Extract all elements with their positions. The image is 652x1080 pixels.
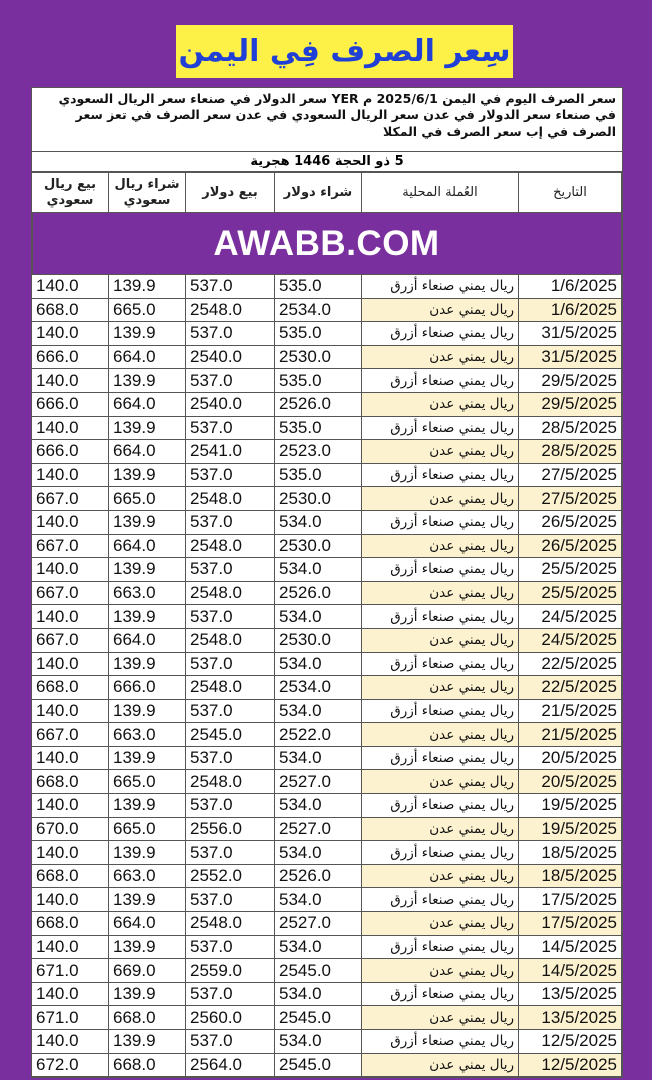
- cell-currency: ريال يمني عدن: [362, 534, 519, 558]
- table-row: [32, 275, 622, 299]
- cell-date: 20/5/2025: [519, 770, 622, 794]
- cell-buy-usd: 2545.0: [275, 1053, 362, 1077]
- cell-date: 26/5/2025: [519, 534, 622, 558]
- cell-buy-sar: 663.0: [109, 723, 186, 747]
- cell-buy-usd: 534.0: [275, 510, 362, 534]
- cell-buy-sar: 665.0: [109, 298, 186, 322]
- cell-sell-sar: 140.0: [32, 558, 109, 582]
- cell-buy-usd: 534.0: [275, 1030, 362, 1054]
- cell-buy-usd: 535.0: [275, 369, 362, 393]
- cell-currency: ريال يمني عدن: [362, 912, 519, 936]
- cell-buy-sar: 139.9: [109, 699, 186, 723]
- cell-buy-sar: 664.0: [109, 392, 186, 416]
- table-row: [32, 1053, 622, 1077]
- header-sell-sar: بيع ريال سعودي: [32, 173, 109, 213]
- cell-currency: ريال يمني عدن: [362, 959, 519, 983]
- cell-buy-usd: 2522.0: [275, 723, 362, 747]
- cell-date: 31/5/2025: [519, 345, 622, 369]
- cell-sell-usd: 537.0: [186, 746, 275, 770]
- cell-buy-sar: 666.0: [109, 676, 186, 700]
- cell-buy-usd: 2527.0: [275, 817, 362, 841]
- cell-buy-sar: 663.0: [109, 864, 186, 888]
- cell-sell-sar: 140.0: [32, 369, 109, 393]
- cell-currency: ريال يمني عدن: [362, 676, 519, 700]
- cell-sell-sar: 140.0: [32, 322, 109, 346]
- cell-currency: ريال يمني صنعاء أزرق: [362, 558, 519, 582]
- table-header-row: [32, 173, 622, 213]
- cell-date: 1/6/2025: [519, 298, 622, 322]
- cell-sell-usd: 537.0: [186, 605, 275, 629]
- table-row: [32, 1006, 622, 1030]
- cell-currency: ريال يمني صنعاء أزرق: [362, 605, 519, 629]
- cell-currency: ريال يمني عدن: [362, 864, 519, 888]
- cell-currency: ريال يمني صنعاء أزرق: [362, 841, 519, 865]
- intro-text: سعر الصرف اليوم في اليمن 2025/6/1 م YER سعر الدولار في صنعاء سعر الريال السعودي في صنعاء سعر الدولار في عدن سعر الريال السعودي في عدن سعر الصرف في تعز سعر الصرف في إب سعر الصرف في المكلا: [32, 88, 622, 152]
- cell-buy-usd: 534.0: [275, 652, 362, 676]
- table-row: [32, 534, 622, 558]
- cell-sell-usd: 537.0: [186, 416, 275, 440]
- table-row: [32, 746, 622, 770]
- cell-date: 14/5/2025: [519, 935, 622, 959]
- cell-sell-sar: 140.0: [32, 605, 109, 629]
- cell-currency: ريال يمني عدن: [362, 298, 519, 322]
- cell-date: 12/5/2025: [519, 1053, 622, 1077]
- cell-sell-sar: 667.0: [32, 534, 109, 558]
- cell-date: 26/5/2025: [519, 510, 622, 534]
- cell-currency: ريال يمني عدن: [362, 1053, 519, 1077]
- cell-buy-usd: 534.0: [275, 841, 362, 865]
- hijri-date: 5 ذو الحجة 1446 هجرية: [32, 152, 622, 172]
- cell-sell-sar: 140.0: [32, 510, 109, 534]
- cell-buy-sar: 669.0: [109, 959, 186, 983]
- cell-buy-usd: 534.0: [275, 746, 362, 770]
- cell-sell-sar: 140.0: [32, 652, 109, 676]
- table-row: [32, 912, 622, 936]
- cell-date: 28/5/2025: [519, 440, 622, 464]
- cell-buy-usd: 2530.0: [275, 345, 362, 369]
- cell-buy-sar: 139.9: [109, 746, 186, 770]
- table-row: [32, 676, 622, 700]
- cell-buy-sar: 664.0: [109, 912, 186, 936]
- cell-buy-sar: 139.9: [109, 275, 186, 299]
- cell-date: 21/5/2025: [519, 699, 622, 723]
- cell-buy-usd: 2527.0: [275, 912, 362, 936]
- cell-buy-sar: 139.9: [109, 369, 186, 393]
- cell-currency: ريال يمني عدن: [362, 817, 519, 841]
- cell-sell-usd: 537.0: [186, 275, 275, 299]
- cell-buy-usd: 2534.0: [275, 676, 362, 700]
- cell-buy-usd: 2545.0: [275, 959, 362, 983]
- cell-sell-usd: 537.0: [186, 510, 275, 534]
- cell-buy-usd: 2526.0: [275, 581, 362, 605]
- page-title-banner: [176, 25, 513, 78]
- cell-sell-usd: 2564.0: [186, 1053, 275, 1077]
- cell-sell-sar: 140.0: [32, 463, 109, 487]
- cell-date: 12/5/2025: [519, 1030, 622, 1054]
- rates-table: [31, 172, 622, 1077]
- table-row: [32, 628, 622, 652]
- table-row: [32, 652, 622, 676]
- cell-buy-sar: 664.0: [109, 628, 186, 652]
- cell-currency: ريال يمني صنعاء أزرق: [362, 463, 519, 487]
- cell-currency: ريال يمني عدن: [362, 392, 519, 416]
- cell-buy-usd: 2530.0: [275, 534, 362, 558]
- cell-buy-sar: 668.0: [109, 1053, 186, 1077]
- cell-sell-usd: 537.0: [186, 369, 275, 393]
- table-row: [32, 463, 622, 487]
- cell-sell-usd: 2541.0: [186, 440, 275, 464]
- cell-currency: ريال يمني صنعاء أزرق: [362, 322, 519, 346]
- cell-sell-sar: 140.0: [32, 935, 109, 959]
- cell-buy-usd: 2523.0: [275, 440, 362, 464]
- site-banner: [32, 213, 622, 274]
- header-buy-usd: شراء دولار: [275, 173, 362, 213]
- cell-date: 29/5/2025: [519, 369, 622, 393]
- cell-sell-usd: 2540.0: [186, 345, 275, 369]
- cell-buy-usd: 534.0: [275, 558, 362, 582]
- cell-buy-usd: 535.0: [275, 463, 362, 487]
- cell-buy-usd: 534.0: [275, 982, 362, 1006]
- table-row: [32, 581, 622, 605]
- cell-sell-usd: 537.0: [186, 794, 275, 818]
- cell-sell-usd: 2560.0: [186, 1006, 275, 1030]
- table-row: [32, 794, 622, 818]
- cell-sell-usd: 537.0: [186, 558, 275, 582]
- cell-sell-usd: 2548.0: [186, 770, 275, 794]
- cell-date: 17/5/2025: [519, 888, 622, 912]
- cell-date: 27/5/2025: [519, 487, 622, 511]
- cell-sell-sar: 668.0: [32, 770, 109, 794]
- cell-buy-usd: 2545.0: [275, 1006, 362, 1030]
- cell-date: 18/5/2025: [519, 864, 622, 888]
- cell-buy-usd: 2527.0: [275, 770, 362, 794]
- cell-currency: ريال يمني عدن: [362, 581, 519, 605]
- cell-buy-sar: 139.9: [109, 841, 186, 865]
- table-row: [32, 841, 622, 865]
- rates-sheet: [31, 87, 623, 1078]
- cell-buy-usd: 535.0: [275, 275, 362, 299]
- cell-buy-sar: 139.9: [109, 322, 186, 346]
- cell-sell-usd: 537.0: [186, 322, 275, 346]
- cell-date: 24/5/2025: [519, 605, 622, 629]
- cell-currency: ريال يمني صنعاء أزرق: [362, 510, 519, 534]
- cell-sell-usd: 2548.0: [186, 534, 275, 558]
- cell-currency: ريال يمني عدن: [362, 628, 519, 652]
- cell-sell-usd: 2548.0: [186, 628, 275, 652]
- cell-buy-usd: 535.0: [275, 416, 362, 440]
- cell-sell-usd: 2540.0: [186, 392, 275, 416]
- cell-sell-usd: 2548.0: [186, 581, 275, 605]
- cell-sell-sar: 667.0: [32, 581, 109, 605]
- cell-buy-usd: 2530.0: [275, 487, 362, 511]
- cell-sell-sar: 140.0: [32, 746, 109, 770]
- cell-sell-sar: 666.0: [32, 392, 109, 416]
- cell-sell-sar: 667.0: [32, 723, 109, 747]
- cell-date: 22/5/2025: [519, 652, 622, 676]
- cell-sell-sar: 140.0: [32, 841, 109, 865]
- cell-currency: ريال يمني صنعاء أزرق: [362, 794, 519, 818]
- table-row: [32, 817, 622, 841]
- cell-currency: ريال يمني صنعاء أزرق: [362, 1030, 519, 1054]
- page-title: سِعر الصرف فِي اليمن: [178, 34, 511, 69]
- cell-sell-sar: 670.0: [32, 817, 109, 841]
- cell-buy-sar: 139.9: [109, 463, 186, 487]
- cell-date: 22/5/2025: [519, 676, 622, 700]
- cell-date: 19/5/2025: [519, 817, 622, 841]
- cell-buy-sar: 139.9: [109, 652, 186, 676]
- cell-currency: ريال يمني صنعاء أزرق: [362, 935, 519, 959]
- cell-date: 17/5/2025: [519, 912, 622, 936]
- table-row: [32, 723, 622, 747]
- cell-buy-sar: 139.9: [109, 935, 186, 959]
- cell-sell-usd: 537.0: [186, 888, 275, 912]
- cell-sell-usd: 537.0: [186, 841, 275, 865]
- cell-currency: ريال يمني عدن: [362, 440, 519, 464]
- cell-date: 20/5/2025: [519, 746, 622, 770]
- cell-date: 19/5/2025: [519, 794, 622, 818]
- cell-currency: ريال يمني عدن: [362, 1006, 519, 1030]
- cell-sell-usd: 2548.0: [186, 912, 275, 936]
- cell-sell-sar: 140.0: [32, 699, 109, 723]
- cell-currency: ريال يمني صنعاء أزرق: [362, 416, 519, 440]
- cell-date: 25/5/2025: [519, 558, 622, 582]
- cell-currency: ريال يمني عدن: [362, 345, 519, 369]
- cell-sell-usd: 537.0: [186, 935, 275, 959]
- cell-sell-usd: 537.0: [186, 463, 275, 487]
- cell-date: 13/5/2025: [519, 982, 622, 1006]
- table-row: [32, 1030, 622, 1054]
- cell-buy-sar: 664.0: [109, 534, 186, 558]
- table-row: [32, 558, 622, 582]
- table-row: [32, 392, 622, 416]
- cell-buy-usd: 535.0: [275, 322, 362, 346]
- cell-sell-sar: 140.0: [32, 1030, 109, 1054]
- cell-buy-usd: 534.0: [275, 794, 362, 818]
- cell-buy-sar: 665.0: [109, 487, 186, 511]
- cell-buy-sar: 139.9: [109, 558, 186, 582]
- cell-sell-sar: 672.0: [32, 1053, 109, 1077]
- cell-sell-sar: 668.0: [32, 912, 109, 936]
- site-banner-text: AWABB.COM: [213, 223, 440, 263]
- table-row: [32, 935, 622, 959]
- cell-currency: ريال يمني صنعاء أزرق: [362, 699, 519, 723]
- cell-sell-sar: 140.0: [32, 982, 109, 1006]
- cell-date: 25/5/2025: [519, 581, 622, 605]
- cell-sell-sar: 666.0: [32, 345, 109, 369]
- cell-buy-usd: 534.0: [275, 605, 362, 629]
- cell-sell-sar: 667.0: [32, 487, 109, 511]
- cell-buy-usd: 534.0: [275, 888, 362, 912]
- cell-sell-usd: 537.0: [186, 982, 275, 1006]
- table-row: [32, 440, 622, 464]
- cell-sell-usd: 2545.0: [186, 723, 275, 747]
- cell-currency: ريال يمني صنعاء أزرق: [362, 746, 519, 770]
- cell-buy-sar: 139.9: [109, 888, 186, 912]
- cell-buy-sar: 665.0: [109, 817, 186, 841]
- header-buy-sar: شراء ريال سعودي: [109, 173, 186, 213]
- cell-sell-usd: 2548.0: [186, 487, 275, 511]
- cell-sell-sar: 668.0: [32, 676, 109, 700]
- table-row: [32, 369, 622, 393]
- cell-buy-sar: 665.0: [109, 770, 186, 794]
- cell-sell-sar: 667.0: [32, 628, 109, 652]
- cell-sell-sar: 140.0: [32, 888, 109, 912]
- cell-date: 27/5/2025: [519, 463, 622, 487]
- cell-buy-sar: 139.9: [109, 1030, 186, 1054]
- table-row: [32, 322, 622, 346]
- cell-currency: ريال يمني صنعاء أزرق: [362, 652, 519, 676]
- cell-sell-sar: 671.0: [32, 959, 109, 983]
- header-sell-usd: بيع دولار: [186, 173, 275, 213]
- cell-buy-sar: 663.0: [109, 581, 186, 605]
- cell-sell-sar: 671.0: [32, 1006, 109, 1030]
- cell-buy-usd: 534.0: [275, 699, 362, 723]
- cell-date: 13/5/2025: [519, 1006, 622, 1030]
- cell-currency: ريال يمني عدن: [362, 487, 519, 511]
- cell-date: 31/5/2025: [519, 322, 622, 346]
- cell-buy-sar: 139.9: [109, 982, 186, 1006]
- table-row: [32, 416, 622, 440]
- cell-sell-usd: 2559.0: [186, 959, 275, 983]
- table-row: [32, 510, 622, 534]
- cell-buy-sar: 139.9: [109, 510, 186, 534]
- cell-buy-usd: 2530.0: [275, 628, 362, 652]
- table-row: [32, 864, 622, 888]
- cell-sell-sar: 668.0: [32, 864, 109, 888]
- cell-buy-sar: 139.9: [109, 794, 186, 818]
- cell-sell-usd: 2548.0: [186, 676, 275, 700]
- cell-sell-usd: 2548.0: [186, 298, 275, 322]
- cell-sell-sar: 140.0: [32, 275, 109, 299]
- cell-sell-sar: 140.0: [32, 794, 109, 818]
- cell-buy-usd: 2526.0: [275, 392, 362, 416]
- cell-sell-sar: 668.0: [32, 298, 109, 322]
- table-row: [32, 982, 622, 1006]
- cell-sell-usd: 537.0: [186, 1030, 275, 1054]
- cell-date: 14/5/2025: [519, 959, 622, 983]
- cell-buy-sar: 139.9: [109, 416, 186, 440]
- header-date: التاريخ: [519, 173, 622, 213]
- cell-sell-usd: 2552.0: [186, 864, 275, 888]
- cell-date: 1/6/2025: [519, 275, 622, 299]
- cell-sell-usd: 537.0: [186, 652, 275, 676]
- cell-currency: ريال يمني صنعاء أزرق: [362, 982, 519, 1006]
- cell-date: 18/5/2025: [519, 841, 622, 865]
- cell-buy-sar: 668.0: [109, 1006, 186, 1030]
- rates-table-body: [32, 275, 622, 1077]
- cell-currency: ريال يمني صنعاء أزرق: [362, 275, 519, 299]
- cell-buy-sar: 139.9: [109, 605, 186, 629]
- cell-currency: ريال يمني صنعاء أزرق: [362, 888, 519, 912]
- table-row: [32, 770, 622, 794]
- cell-buy-usd: 2526.0: [275, 864, 362, 888]
- cell-buy-sar: 664.0: [109, 345, 186, 369]
- cell-currency: ريال يمني عدن: [362, 770, 519, 794]
- cell-buy-usd: 534.0: [275, 935, 362, 959]
- cell-date: 29/5/2025: [519, 392, 622, 416]
- table-row: [32, 605, 622, 629]
- cell-sell-usd: 537.0: [186, 699, 275, 723]
- cell-buy-usd: 2534.0: [275, 298, 362, 322]
- cell-sell-usd: 2556.0: [186, 817, 275, 841]
- cell-date: 24/5/2025: [519, 628, 622, 652]
- cell-currency: ريال يمني عدن: [362, 723, 519, 747]
- table-row: [32, 959, 622, 983]
- table-row: [32, 888, 622, 912]
- cell-buy-sar: 664.0: [109, 440, 186, 464]
- table-row: [32, 487, 622, 511]
- cell-sell-sar: 666.0: [32, 440, 109, 464]
- cell-currency: ريال يمني صنعاء أزرق: [362, 369, 519, 393]
- table-row: [32, 298, 622, 322]
- header-currency: العُملة المحلية: [362, 173, 519, 213]
- table-row: [32, 699, 622, 723]
- cell-date: 21/5/2025: [519, 723, 622, 747]
- cell-sell-sar: 140.0: [32, 416, 109, 440]
- cell-date: 28/5/2025: [519, 416, 622, 440]
- table-row: [32, 345, 622, 369]
